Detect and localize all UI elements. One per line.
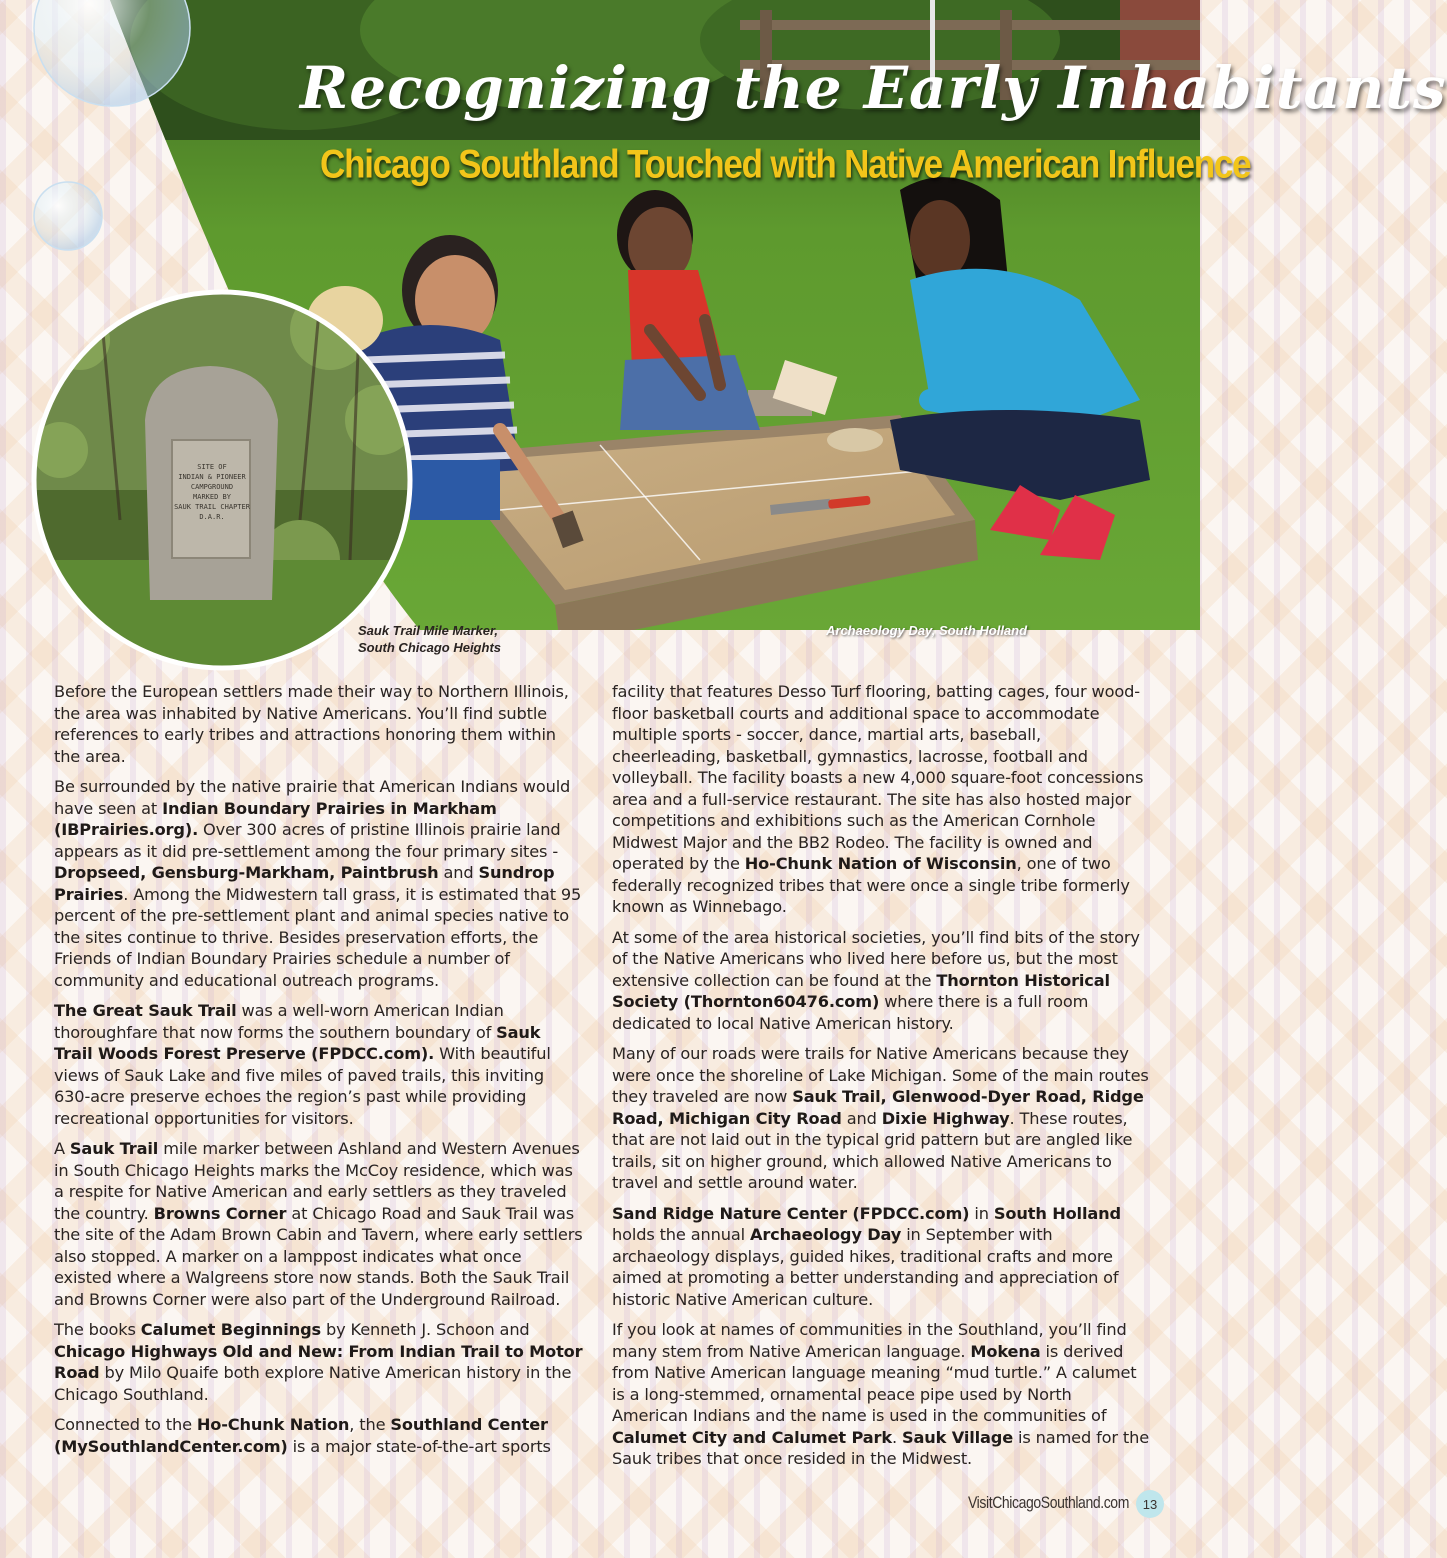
text: Over 300 acres of pristine Illinois prairie land appears as it did pre-settlement among the four primary sites - [54,820,561,861]
article-column-right [612,681,1152,1479]
hero-section [0,0,1447,660]
article-column-left [54,681,584,1466]
text: . [891,1427,902,1447]
text: where there is a full room dedicated to local Native American history. [612,992,1089,1033]
text: in [969,1203,994,1223]
paragraph [54,1319,584,1405]
highlight: Calumet Beginnings [140,1320,321,1339]
marker-line: INDIAN & PIONEER [178,473,246,481]
page-title: Recognizing the Early Inhabitants [300,54,1447,122]
marker-line: SITE OF [197,463,227,471]
text: is named for the Sauk tribes that once resided in the Midwest. [612,1427,1150,1468]
highlight: Dropseed, Gensburg-Markham, Paintbrush [54,863,439,882]
highlight: Dixie Highway [881,1108,1010,1128]
text: is derived from Native American language meaning “mud turtle.” A calumet is a long-stemmed, ornamental peace pipe used by North American Indians and the name is used in the communities of [612,1341,1137,1425]
highlight: South Holland [993,1203,1121,1223]
highlight: Sauk Village [901,1427,1014,1447]
text: holds the annual [612,1225,750,1244]
page-subtitle: Chicago Southland Touched with Native American Influence [320,142,1251,187]
text: The books [54,1320,141,1339]
text: Be surrounded by the native prairie that American Indians would have seen at [54,777,571,818]
text: A [54,1139,70,1158]
paragraph [612,1043,1152,1194]
highlight: Archaeology Day [749,1225,902,1244]
text: , one of two federally recognized tribes that were once a single tribe formerly known as Winnebago. [612,854,1130,916]
marker-line: CAMPGROUND [190,483,234,491]
text: in September with archaeology displays, guided hikes, traditional crafts and more aimed at promoting a better understanding and appreciation of historic Native American culture. [612,1225,1119,1309]
paragraph [54,1138,584,1310]
paragraph [612,681,1152,918]
highlight: Sauk Trail, Glenwood-Dyer Road, Ridge Road, Michigan City Road [612,1087,1144,1128]
text: With beautiful views of Sauk Lake and five miles of paved trails, this inviting 630-acre preserve echoes the region’s past while providing recreational opportunities for visitors. [54,1044,551,1128]
page-number: 13 [1136,1490,1164,1518]
highlight: Thornton Historical Society (Thornton60476.com) [612,970,1110,1011]
bubble-decoration [34,182,102,250]
paragraph [54,1414,584,1457]
highlight: Browns Corner [153,1203,287,1223]
highlight: Mokena [970,1341,1041,1361]
text: , the [349,1415,391,1434]
marker-inscription [174,462,250,522]
text: Many of our roads were trails for Native Americans because they were once the shoreline of Lake Michigan. Some of the main routes they traveled are now [612,1044,1149,1106]
paragraph [612,927,1152,1035]
paragraph [54,776,584,991]
highlight: Calumet City and Calumet Park [612,1427,892,1447]
text: at Chicago Road and Sauk Trail was the site of the Adam Brown Cabin and Tavern, where early settlers also stopped. A marker on a lamppost indicates what once existed where a Walgreens store now stands. Both the Sauk Trail and Browns Corner were also part of the Underground Railroad. [54,1203,583,1309]
highlight: Sundrop Prairies [54,863,555,904]
text: mile marker between Ashland and Western Avenues in South Chicago Heights marks the McCoy residence, which was a respite for Native American and early settlers as they traveled the country. [54,1139,580,1223]
highlight: Sand Ridge Nature Center (FPDCC.com) [612,1203,970,1223]
highlight: Ho-Chunk Nation [196,1415,350,1434]
highlight: Ho-Chunk Nation of Wisconsin [744,854,1017,873]
text: . These routes, that are not laid out in the typical grid pattern but are angled like trails, sit on higher ground, which allowed Native Americans to travel and settle around water. [612,1108,1133,1192]
footer-website: VisitChicagoSouthland.com [968,1492,1129,1512]
text: by Kenneth J. Schoon and [321,1320,530,1339]
highlight: Sauk Trail [69,1139,159,1158]
text: Connected to the [54,1415,197,1434]
caption-line: Sauk Trail Mile Marker, [358,623,498,638]
highlight: Southland Center (MySouthlandCenter.com) [54,1415,548,1456]
marker-line: D.A.R. [199,513,225,521]
highlight: Chicago Highways Old and New: From Indian Trail to Motor Road [54,1341,583,1382]
text: and [841,1108,882,1128]
text: was a well-worn American Indian thoroughfare that now forms the southern boundary of [54,1001,504,1042]
caption-archaeology: Archaeology Day, South Holland [826,623,1028,638]
text: If you look at names of communities in the Southland, you’ll find many stem from Native American language. [612,1320,1127,1361]
caption-marker [358,622,501,656]
paragraph [54,1000,584,1129]
marker-line: SAUK TRAIL CHAPTER [174,503,250,511]
text: is a major state-of-the-art sports [287,1436,551,1456]
paragraph: Before the European settlers made their way to Northern Illinois, the area was inhabited by Native Americans. You’ll find subtle references to early tribes and attractions honoring them within the area. [54,682,569,766]
text: facility that features Desso Turf flooring, batting cages, four wood-floor basketball courts and additional space to accommodate multiple sports - soccer, dance, martial arts, baseball, cheerleading, basketball, gymnastics, lacrosse, football and volleyball. The facility boasts a new 4,000 square-foot concessions area and a full-service restaurant. The site has also hosted major competitions and exhibitions such as the American Cornhole Midwest Major and the BB2 Rodeo. The facility is owned and operated by the [612,682,1144,873]
highlight: The Great Sauk Trail [54,1001,237,1020]
caption-line: South Chicago Heights [358,640,501,655]
paragraph [612,1319,1152,1470]
text: At some of the area historical societies, you’ll find bits of the story of the Native Americans who lived here before us, but the most extensive collection can be found at the [612,927,1140,990]
text: by Milo Quaife both explore Native American history in the Chicago Southland. [54,1363,572,1404]
marker-line: MARKED BY [193,493,231,501]
text: and [438,863,479,882]
paragraph [612,1203,1152,1311]
highlight: Sauk Trail Woods Forest Preserve (FPDCC.com). [54,1022,541,1063]
text: . Among the Midwestern tall grass, it is estimated that 95 percent of the pre-settlement plant and animal species native to the sites continue to thrive. Besides preservation efforts, the Friends of Indian Boundary Prairies schedule a number of community and educational outreach programs. [54,884,582,990]
highlight: Indian Boundary Prairies in Markham (IBPrairies.org). [54,798,497,839]
